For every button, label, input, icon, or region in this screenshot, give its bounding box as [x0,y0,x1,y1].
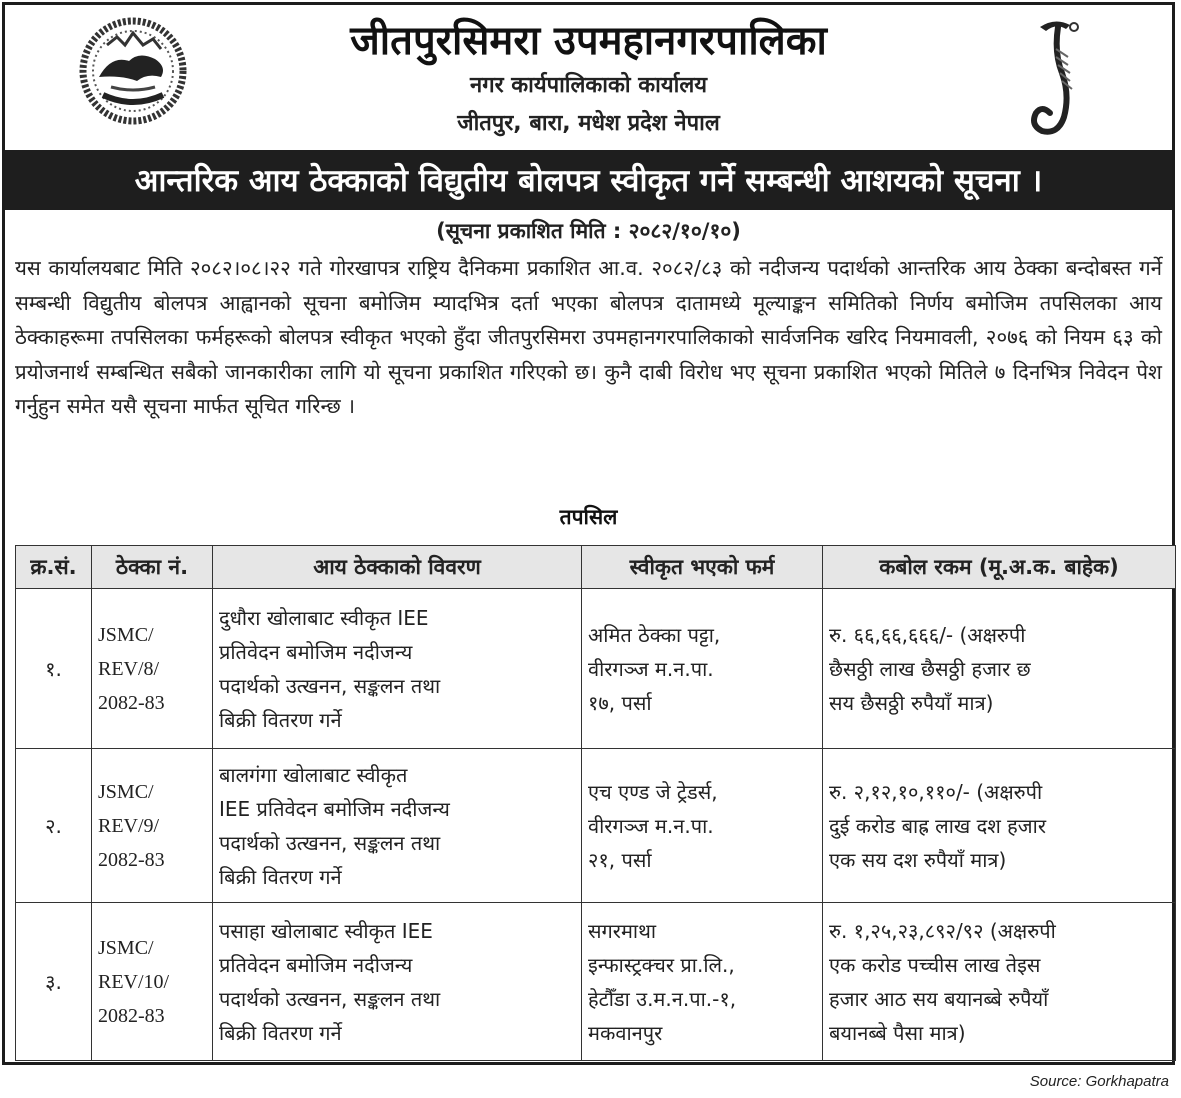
notice-header [5,5,1172,147]
notice-title-banner [5,150,1172,210]
serial-cell: ३. [16,903,92,1061]
col-approved-firm: स्वीकृत भएको फर्म [582,546,823,589]
firm-cell: सगरमाथा इन्फास्ट्रक्चर प्रा.लि., हेटौँडा उ.म.न.पा.-१, मकवानपुर [582,903,823,1061]
publication-date: (सूचना प्रकाशित मिति : २०८२/१०/१०) [436,219,741,243]
col-serial: क्र.सं. [16,546,92,589]
table-row [16,749,1176,903]
col-contract-no: ठेक्का नं. [92,546,213,589]
col-description: आय ठेक्काको विवरण [213,546,582,589]
schedule-heading: तपसिल [559,505,618,529]
amount-cell: रु. ६६,६६,६६६/- (अक्षरुपी छैसठ्ठी लाख छैसठ्ठी हजार छ सय छैसठ्ठी रुपैयाँ मात्र) [823,589,1176,749]
description-cell: बालगंगा खोलाबाट स्वीकृत IEE प्रतिवेदन बमोजिम नदीजन्य पदार्थको उत्खनन, सङ्कलन तथा बिक्री वितरण गर्ने [213,749,582,903]
office-address: जीतपुर, बारा, मधेश प्रदेश नेपाल [457,111,720,136]
table-row [16,589,1176,749]
municipality-name: जीतपुरसिमरा उपमहानगरपालिका [350,18,827,64]
firm-cell: अमित ठेक्का पट्टा, वीरगञ्ज म.न.पा. १७, पर्सा [582,589,823,749]
source-credit: Source: Gorkhapatra [1029,1073,1169,1090]
notice-body-paragraph: यस कार्यालयबाट मिति २०८२।०८।२२ गते गोरखापत्र राष्ट्रिय दैनिकमा प्रकाशित आ.व. २०८२/८३ को नदीजन्य पदार्थको आन्तरिक आय ठेक्का बन्दोबस्त गर्ने सम्बन्धी विद्युतीय बोलपत्र आह्वानको सूचना बमोजिम म्यादभित्र दर्ता भएका बोलपत्र दातामध्ये मूल्याङ्कन समितिको निर्णय बमोजिम तपसिलका आय ठेक्काहरूमा तपसिलका फर्महरूको बोलपत्र स्वीकृत भएको हुँदा जीतपुरसिमरा उपमहानगरपालिकाको सार्वजनिक खरिद नियमावली, २०७६ को नियम ६३ को प्रयोजनार्थ सम्बन्धित सबैको जानकारीका लागि यो सूचना प्रकाशित गरिएको छ। कुनै दाबी विरोध भए सूचना प्रकाशित भएको मितिले ७ दिनभित्र निवेदन पेश गर्नुहुन समेत यसै सूचना मार्फत सूचित गरिन्छ । [15,256,1162,418]
description-cell: पसाहा खोलाबाट स्वीकृत IEE प्रतिवेदन बमोजिम नदीजन्य पदार्थको उत्खनन, सङ्कलन तथा बिक्री वितरण गर्ने [213,903,582,1061]
serial-cell: १. [16,589,92,749]
notice-frame [2,2,1175,1065]
contract-no-cell: JSMC/ REV/9/ 2082-83 [92,749,213,903]
serial-cell: २. [16,749,92,903]
table-header-row [16,546,1176,589]
firm-cell: एच एण्ड जे ट्रेडर्स, वीरगञ्ज म.न.पा. २१, पर्सा [582,749,823,903]
description-cell: दुधौरा खोलाबाट स्वीकृत IEE प्रतिवेदन बमोजिम नदीजन्य पदार्थको उत्खनन, सङ्कलन तथा बिक्री वितरण गर्ने [213,589,582,749]
table-row [16,903,1176,1061]
award-table [15,545,1176,1061]
amount-cell: रु. १,२५,२३,८९२/९२ (अक्षरुपी एक करोड पच्चीस लाख तेइस हजार आठ सय बयानब्बे रुपैयाँ बयानब्बे पैसा मात्र) [823,903,1176,1061]
office-name: नगर कार्यपालिकाको कार्यालय [470,73,707,98]
municipality-logo-icon [1020,13,1090,143]
notice-title: आन्तरिक आय ठेक्काको विद्युतीय बोलपत्र स्वीकृत गर्ने सम्बन्धी आशयको सूचना । [134,163,1043,199]
amount-cell: रु. २,१२,१०,११०/- (अक्षरुपी दुई करोड बाह्र लाख दश हजार एक सय दश रुपैयाँ मात्र) [823,749,1176,903]
contract-no-cell: JSMC/ REV/10/ 2082-83 [92,903,213,1061]
col-bid-amount: कबोल रकम (मू.अ.क. बाहेक) [823,546,1176,589]
contract-no-cell: JSMC/ REV/8/ 2082-83 [92,589,213,749]
